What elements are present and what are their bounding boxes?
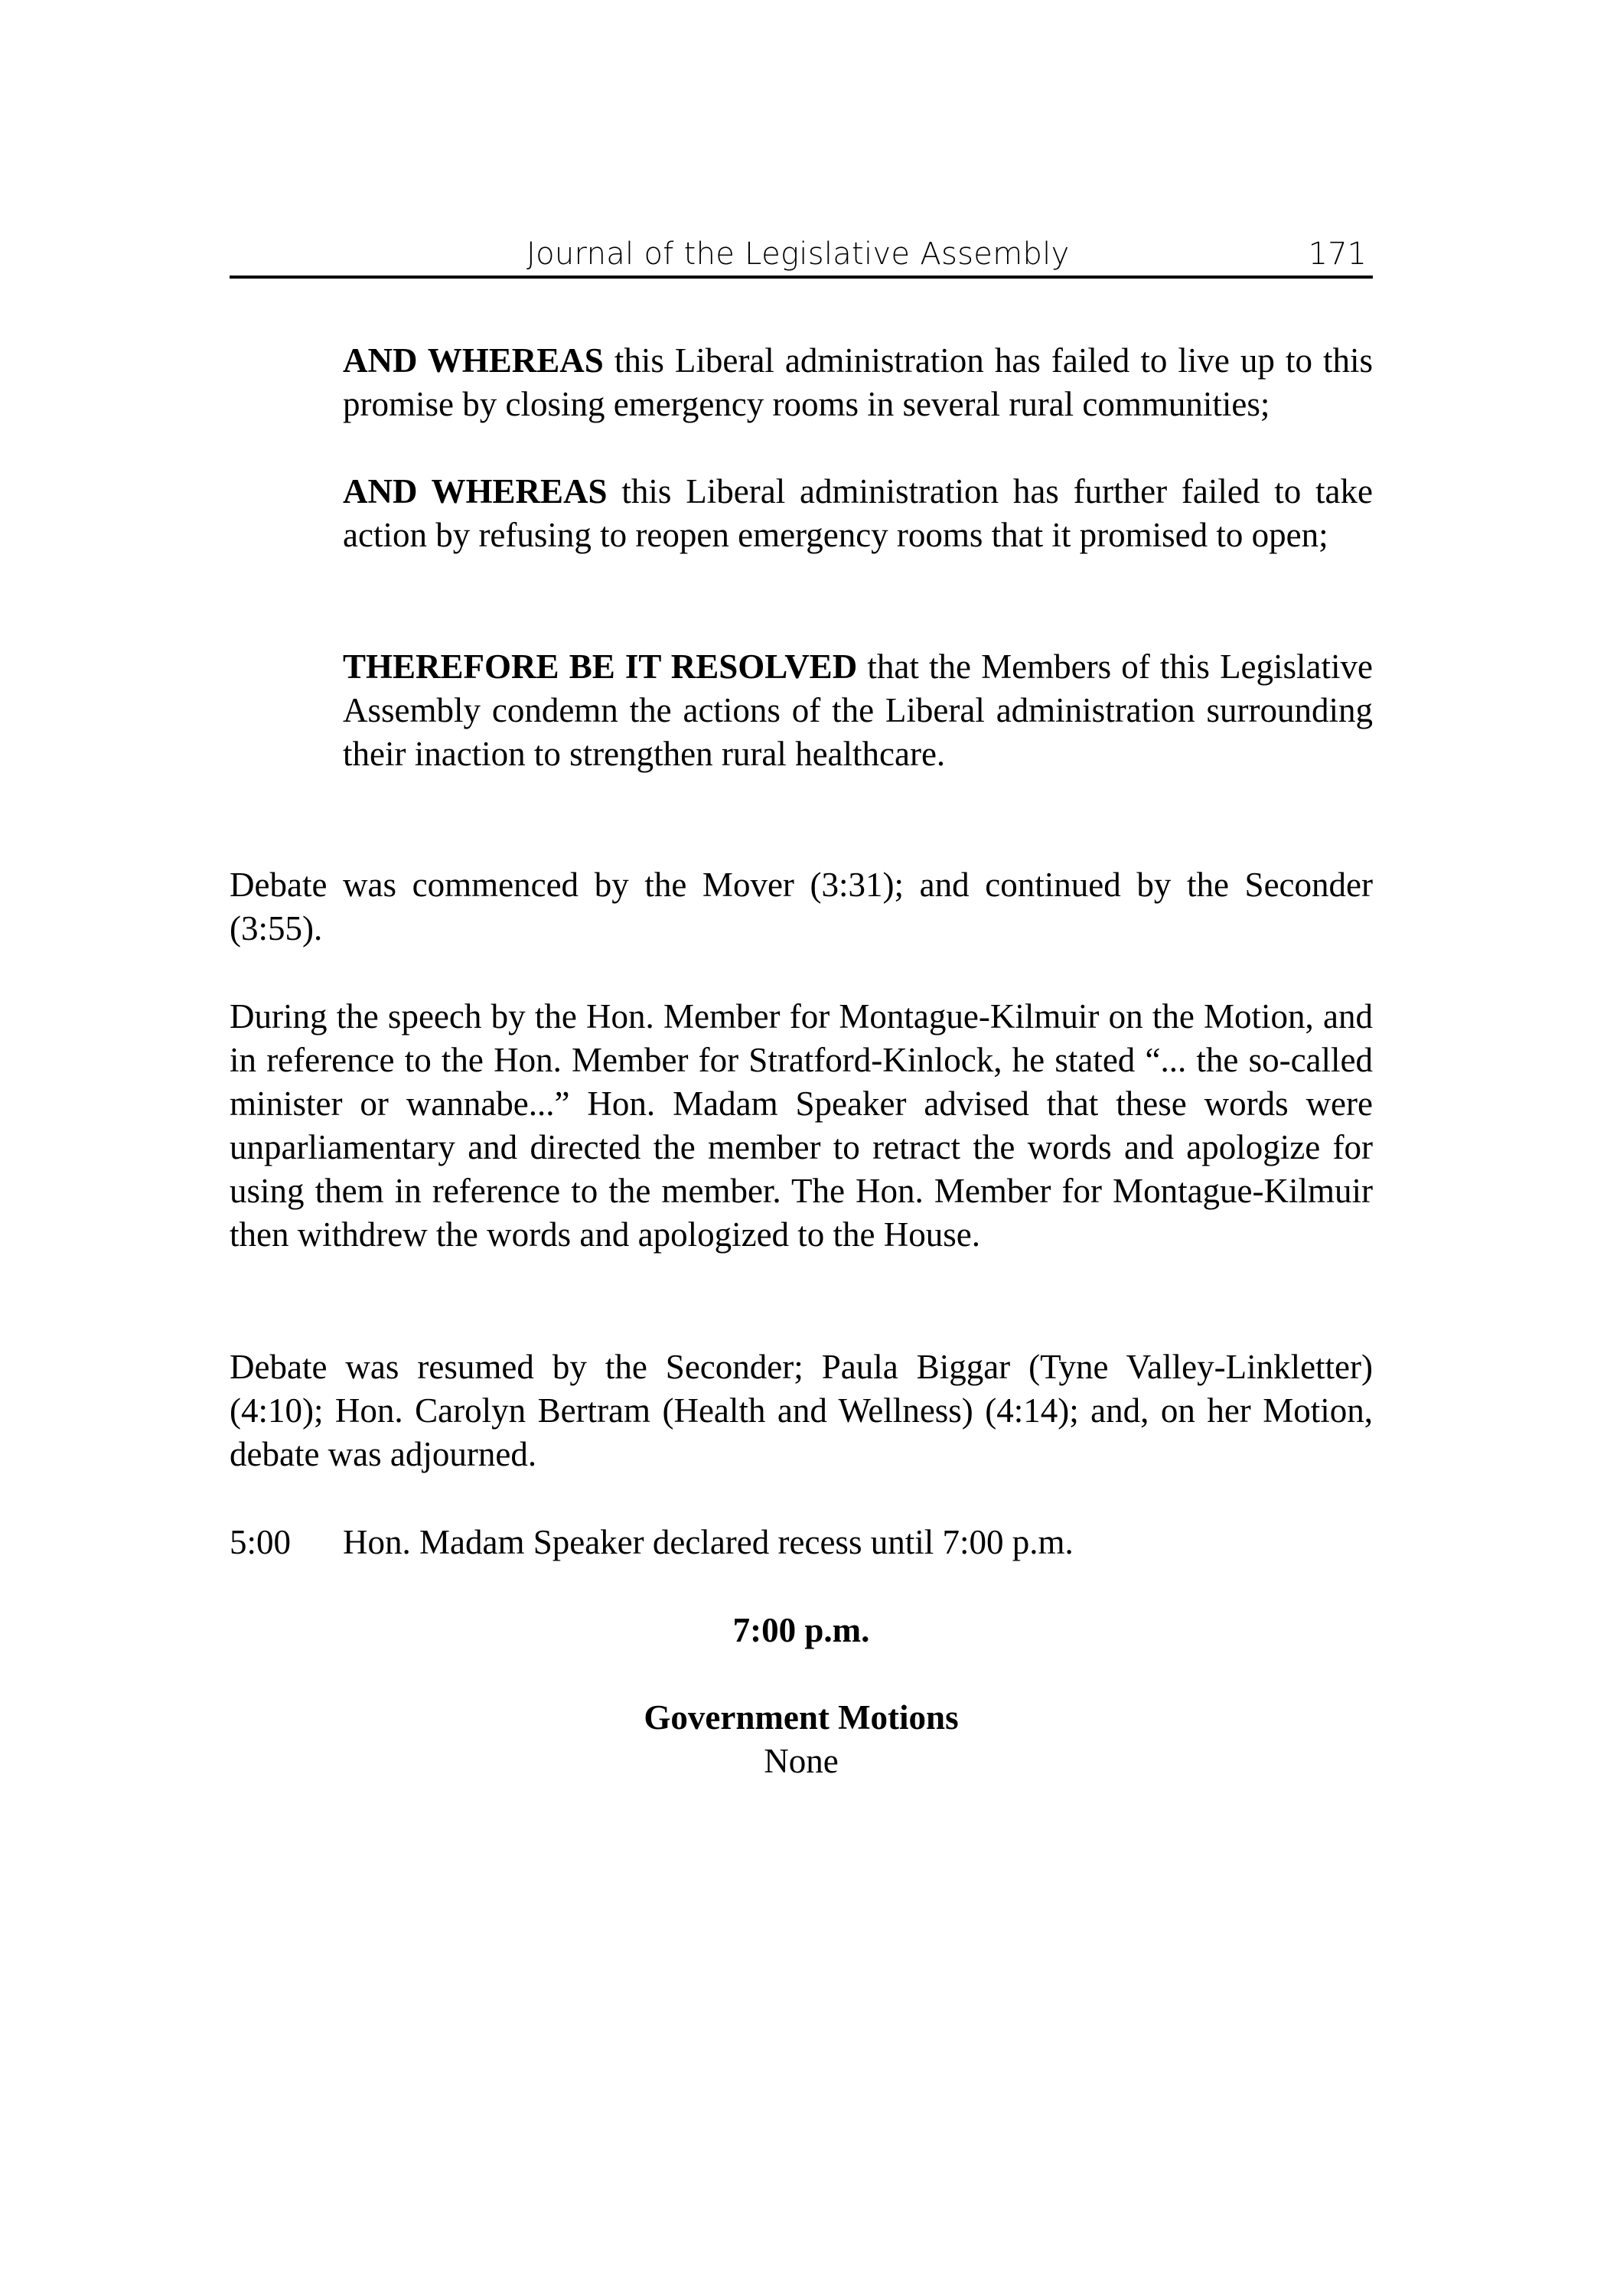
whereas-text: this Liberal administration has further failed to take action by refusing to reopen emergency rooms that it promised to open; xyxy=(343,472,1373,554)
debate-resumed-paragraph: Debate was resumed by the Seconder; Paula Biggar (Tyne Valley-Linkletter) (4:10); Hon. Carolyn Bertram (Health and Wellness) (4:14); and, on her Motion, debate was adjourned. xyxy=(230,1348,1373,1473)
government-motions-content: None xyxy=(764,1742,839,1780)
speech-ruling-paragraph: During the speech by the Hon. Member for Montague-Kilmuir on the Motion, and in reference to the Hon. Member for Stratford-Kinlock, he stated “... the so-called minister or wannabe...” Hon. Madam Speaker advised that these words were unparliamentary and directed the member to retract the words and apologize for using them in reference to the member. The Hon. Member for Montague-Kilmuir then withdrew the words and apologized to the House. xyxy=(230,997,1373,1254)
evening-time-heading: 7:00 p.m. xyxy=(732,1611,870,1649)
whereas-lead: AND WHEREAS xyxy=(343,341,604,380)
whereas-clause-2 xyxy=(343,470,1373,557)
recess-time: 5:00 xyxy=(230,1523,292,1561)
page-number: 171 xyxy=(1308,236,1367,272)
whereas-lead: AND WHEREAS xyxy=(343,472,608,510)
recess-text: Hon. Madam Speaker declared recess until 7:00 p.m. xyxy=(343,1523,1074,1561)
recess-entry xyxy=(230,1521,1373,1564)
resolved-text: that the Members of this Legislative Assembly condemn the actions of the Liberal administration surrounding their inaction to strengthen rural healthcare. xyxy=(343,647,1373,773)
government-motions-heading: Government Motions xyxy=(644,1698,959,1737)
whereas-text: this Liberal administration has failed to live up to this promise by closing emergency rooms in several rural communities; xyxy=(343,341,1374,423)
whereas-clause-1 xyxy=(343,339,1373,426)
resolved-clause xyxy=(343,645,1373,776)
page-header xyxy=(230,227,1373,279)
resolved-lead: THEREFORE BE IT RESOLVED xyxy=(343,647,858,686)
debate-commenced-paragraph: Debate was commenced by the Mover (3:31); and continued by the Seconder (3:55). xyxy=(230,866,1373,947)
journal-title: Journal of the Legislative Assembly xyxy=(526,236,1070,272)
